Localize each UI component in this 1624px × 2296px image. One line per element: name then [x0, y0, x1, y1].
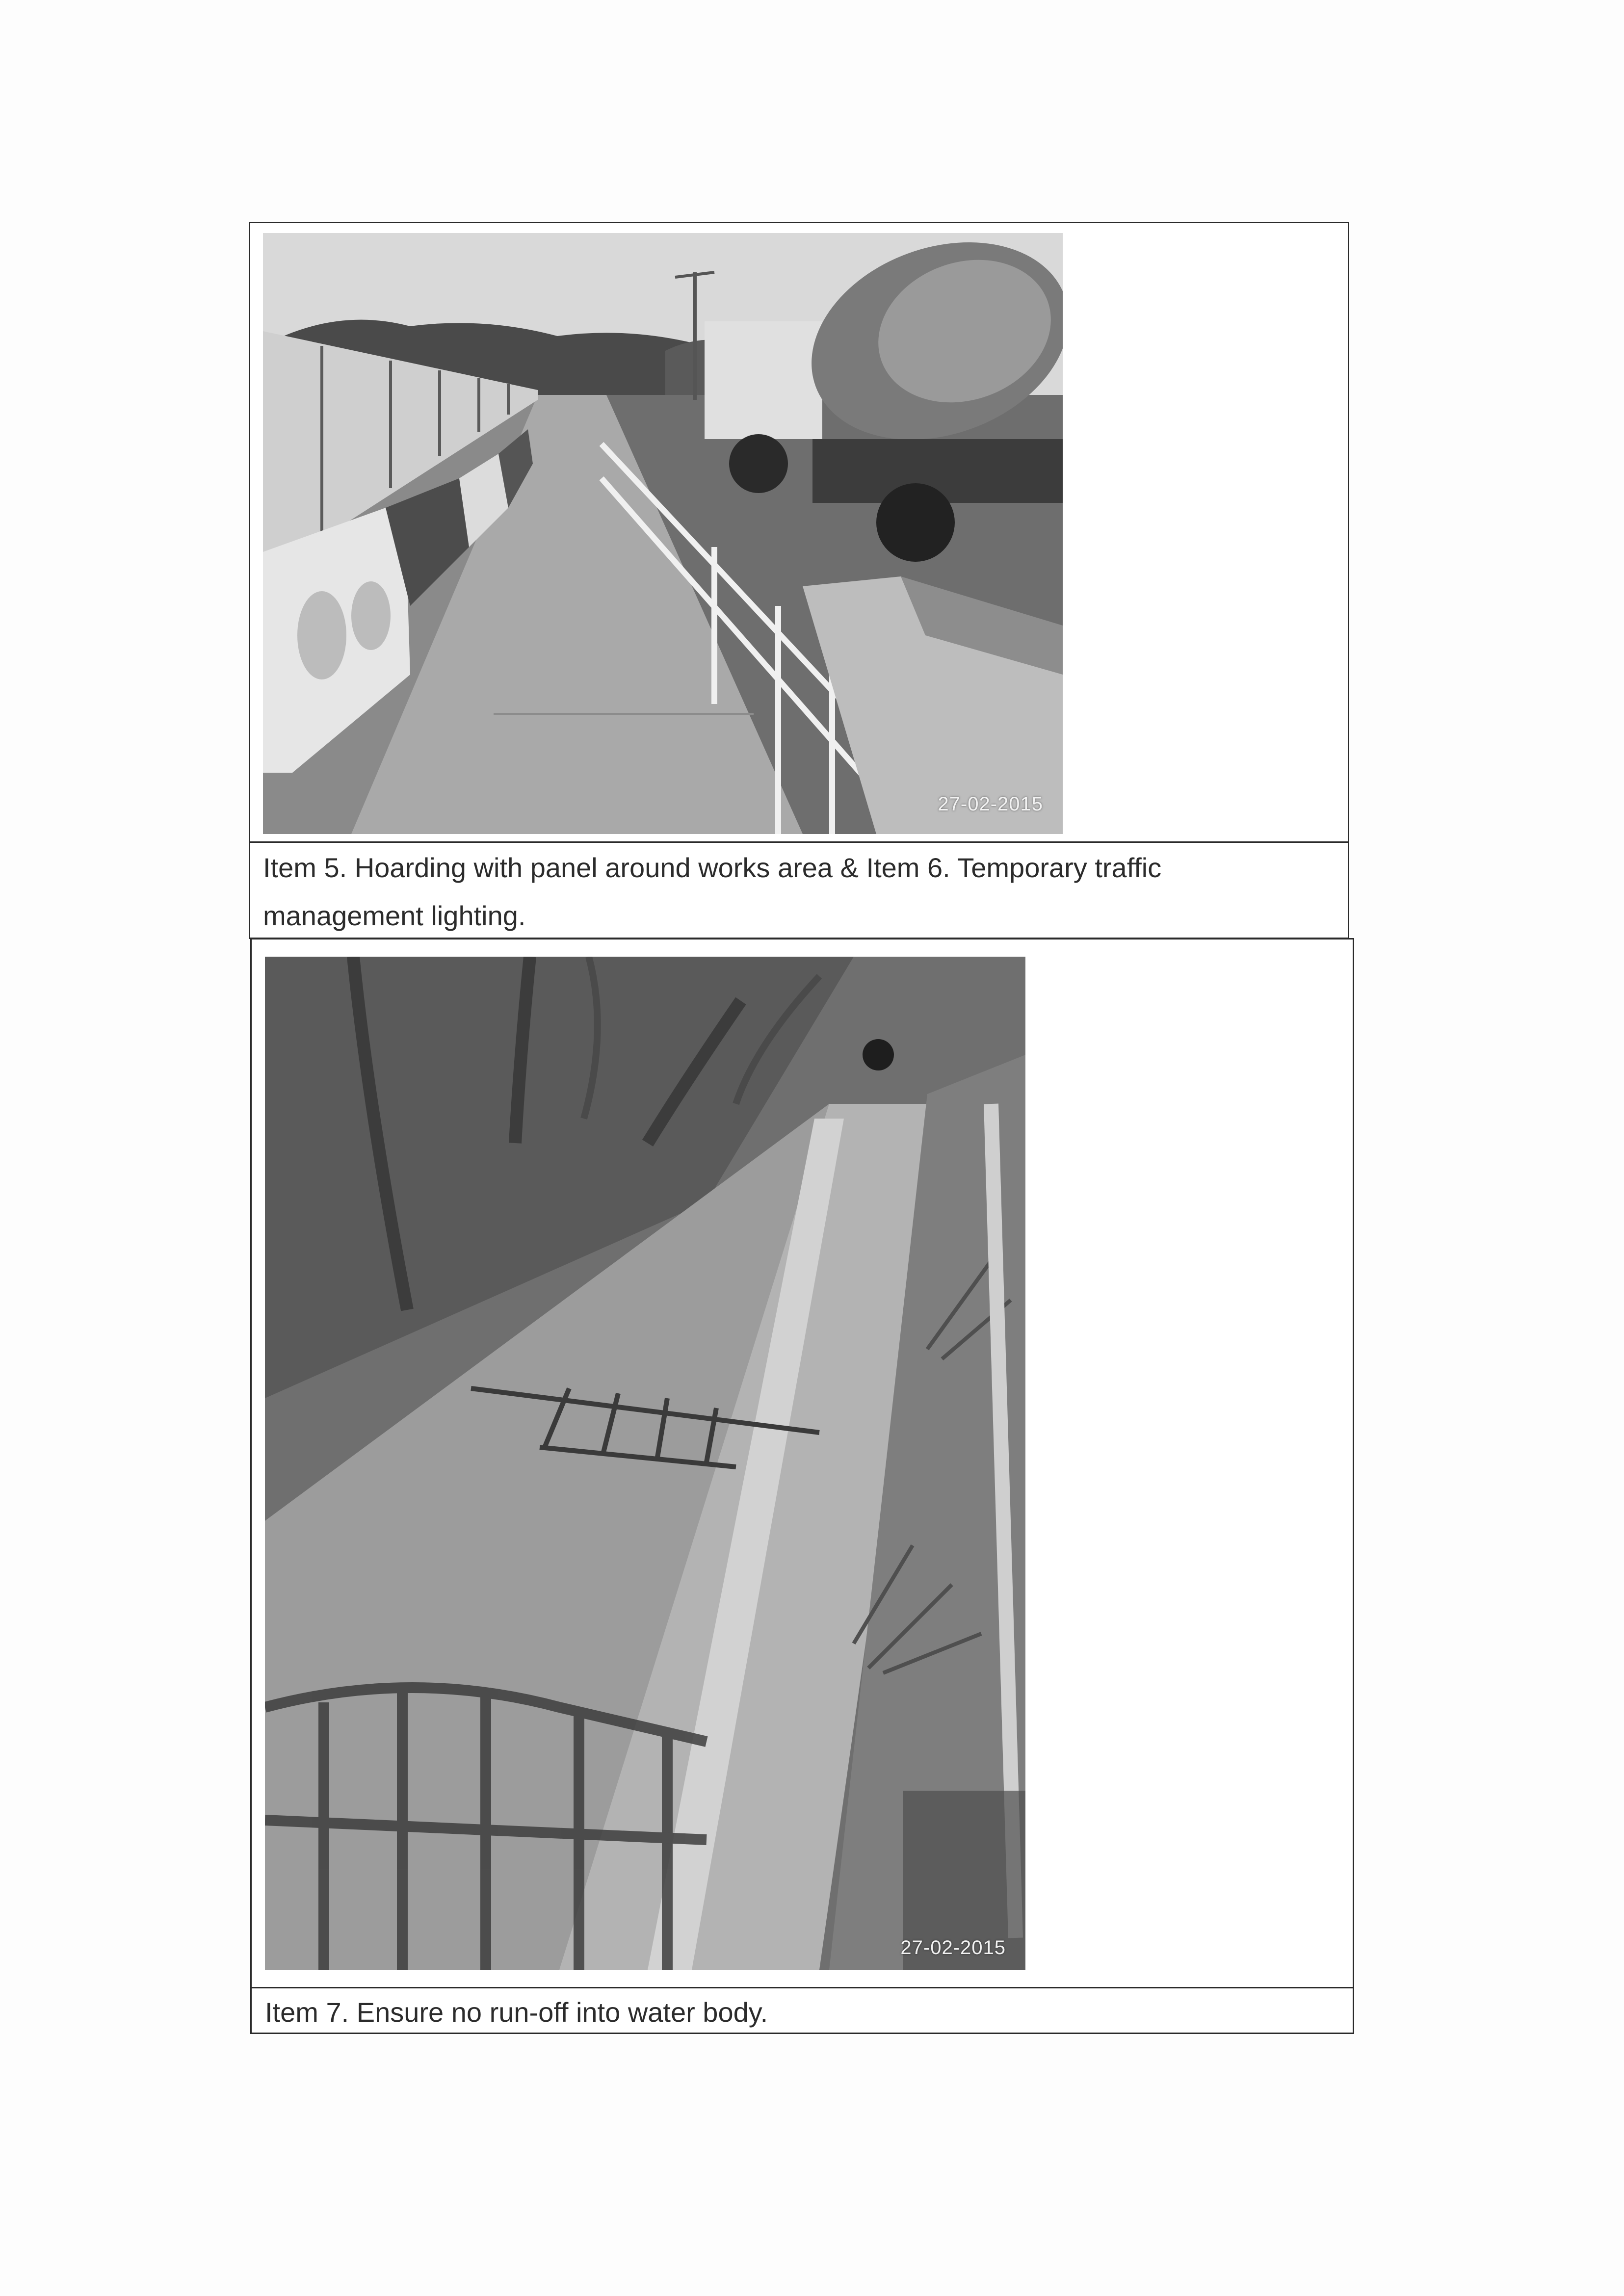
table-1-row-divider — [249, 841, 1349, 843]
date-stamp-2: 27-02-2015 — [900, 1937, 1006, 1958]
hoarding-photo-illustration — [263, 233, 1063, 834]
caption-item-5-6: Item 5. Hoarding with panel around works area & Item 6. Temporary traffic management lighting. — [263, 852, 1162, 931]
site-photo-drainage-channel — [265, 957, 1025, 1970]
site-photo-hoarding — [263, 233, 1063, 834]
drainage-photo-illustration — [265, 957, 1025, 1970]
caption-item-7: Item 7. Ensure no run-off into water body. — [265, 1997, 768, 2028]
date-stamp-1: 27-02-2015 — [938, 793, 1043, 815]
